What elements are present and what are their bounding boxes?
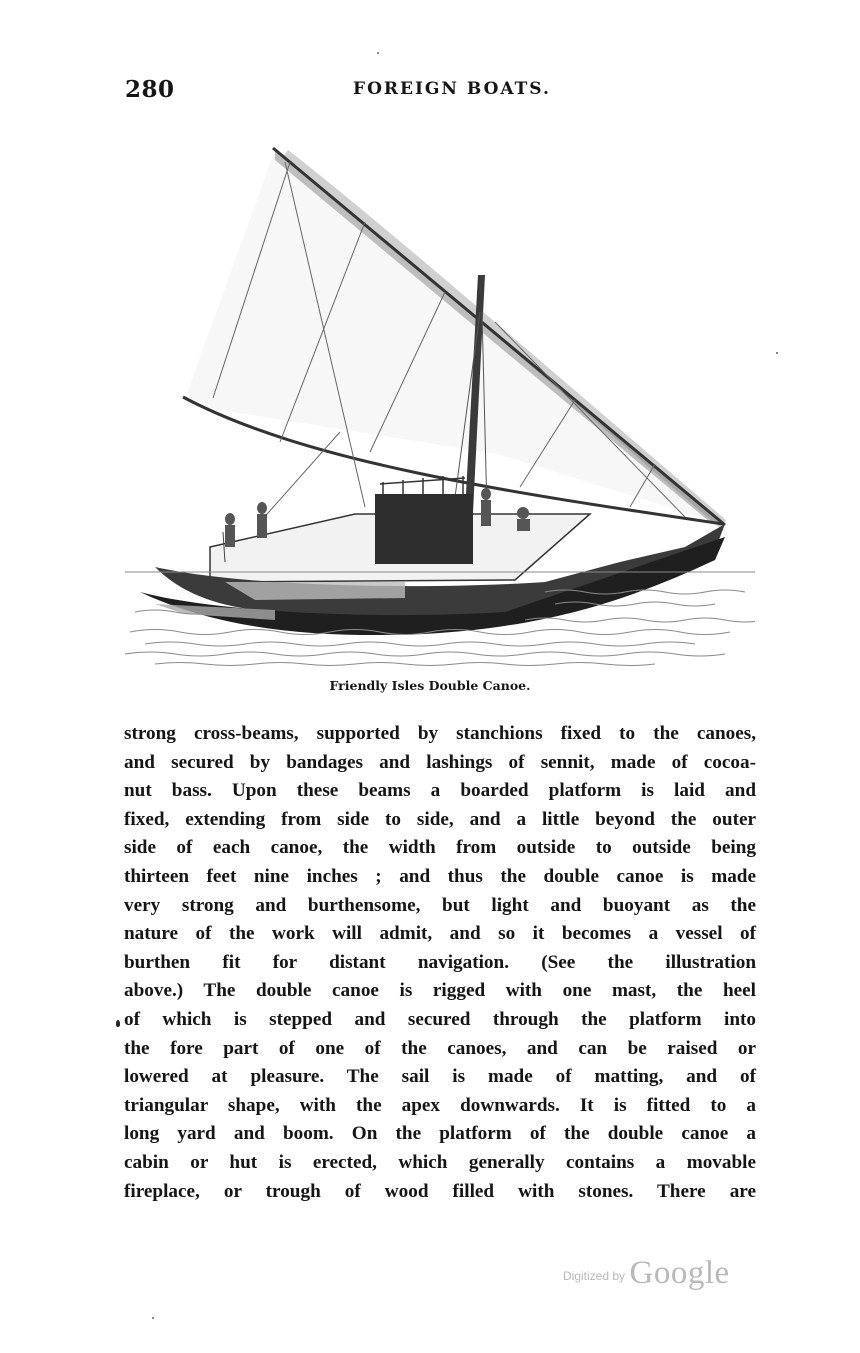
body-paragraph xyxy=(124,720,756,1206)
canoe-illustration xyxy=(125,142,755,672)
text-line: nature of the work will admit, and so it becomes a vessel of xyxy=(124,923,756,945)
running-title: FOREIGN BOATS. xyxy=(353,79,551,99)
text-line: above.) The double canoe is rigged with one mast, the heel xyxy=(124,980,756,1002)
text-line: burthen fit for distant navigation. (See the illustration xyxy=(124,951,756,973)
text-line: fireplace, or trough of wood filled with stones. There are xyxy=(124,1180,756,1202)
text-line: side of each canoe, the width from outside to outside being xyxy=(124,837,756,859)
text-line: the fore part of one of the canoes, and can be raised or xyxy=(124,1037,756,1059)
scan-speck xyxy=(776,352,778,354)
text-line: triangular shape, with the apex downwards. It is fitted to a xyxy=(124,1094,756,1116)
page-number: 280 xyxy=(125,76,175,103)
text-line: long yard and boom. On the platform of the double canoe a xyxy=(124,1123,756,1145)
text-line: fixed, extending from side to side, and a little beyond the outer xyxy=(124,808,756,830)
canoe-engraving-icon xyxy=(125,142,755,672)
running-head xyxy=(125,76,755,106)
text-line: thirteen feet nine inches ; and thus the double canoe is made xyxy=(124,865,756,887)
watermark-prefix: Digitized by xyxy=(563,1269,626,1283)
text-line: strong cross-beams, supported by stanchions fixed to the canoes, xyxy=(124,723,756,744)
text-line: nut bass. Upon these beams a boarded platform is laid and xyxy=(124,780,756,802)
scan-speck xyxy=(152,1317,154,1319)
google-logo: Google xyxy=(629,1255,730,1291)
scan-speck xyxy=(377,52,379,54)
margin-mark xyxy=(116,1020,120,1027)
digitized-watermark xyxy=(563,1255,730,1292)
text-line: of which is stepped and secured through the platform into xyxy=(124,1008,756,1030)
text-line: very strong and burthensome, but light and buoyant as the xyxy=(124,894,756,916)
text-line: cabin or hut is erected, which generally contains a movable xyxy=(124,1151,756,1173)
text-line: and secured by bandages and lashings of sennit, made of cocoa- xyxy=(124,751,756,773)
figure-caption: Friendly Isles Double Canoe. xyxy=(329,678,531,693)
text-line: lowered at pleasure. The sail is made of matting, and of xyxy=(124,1066,756,1088)
